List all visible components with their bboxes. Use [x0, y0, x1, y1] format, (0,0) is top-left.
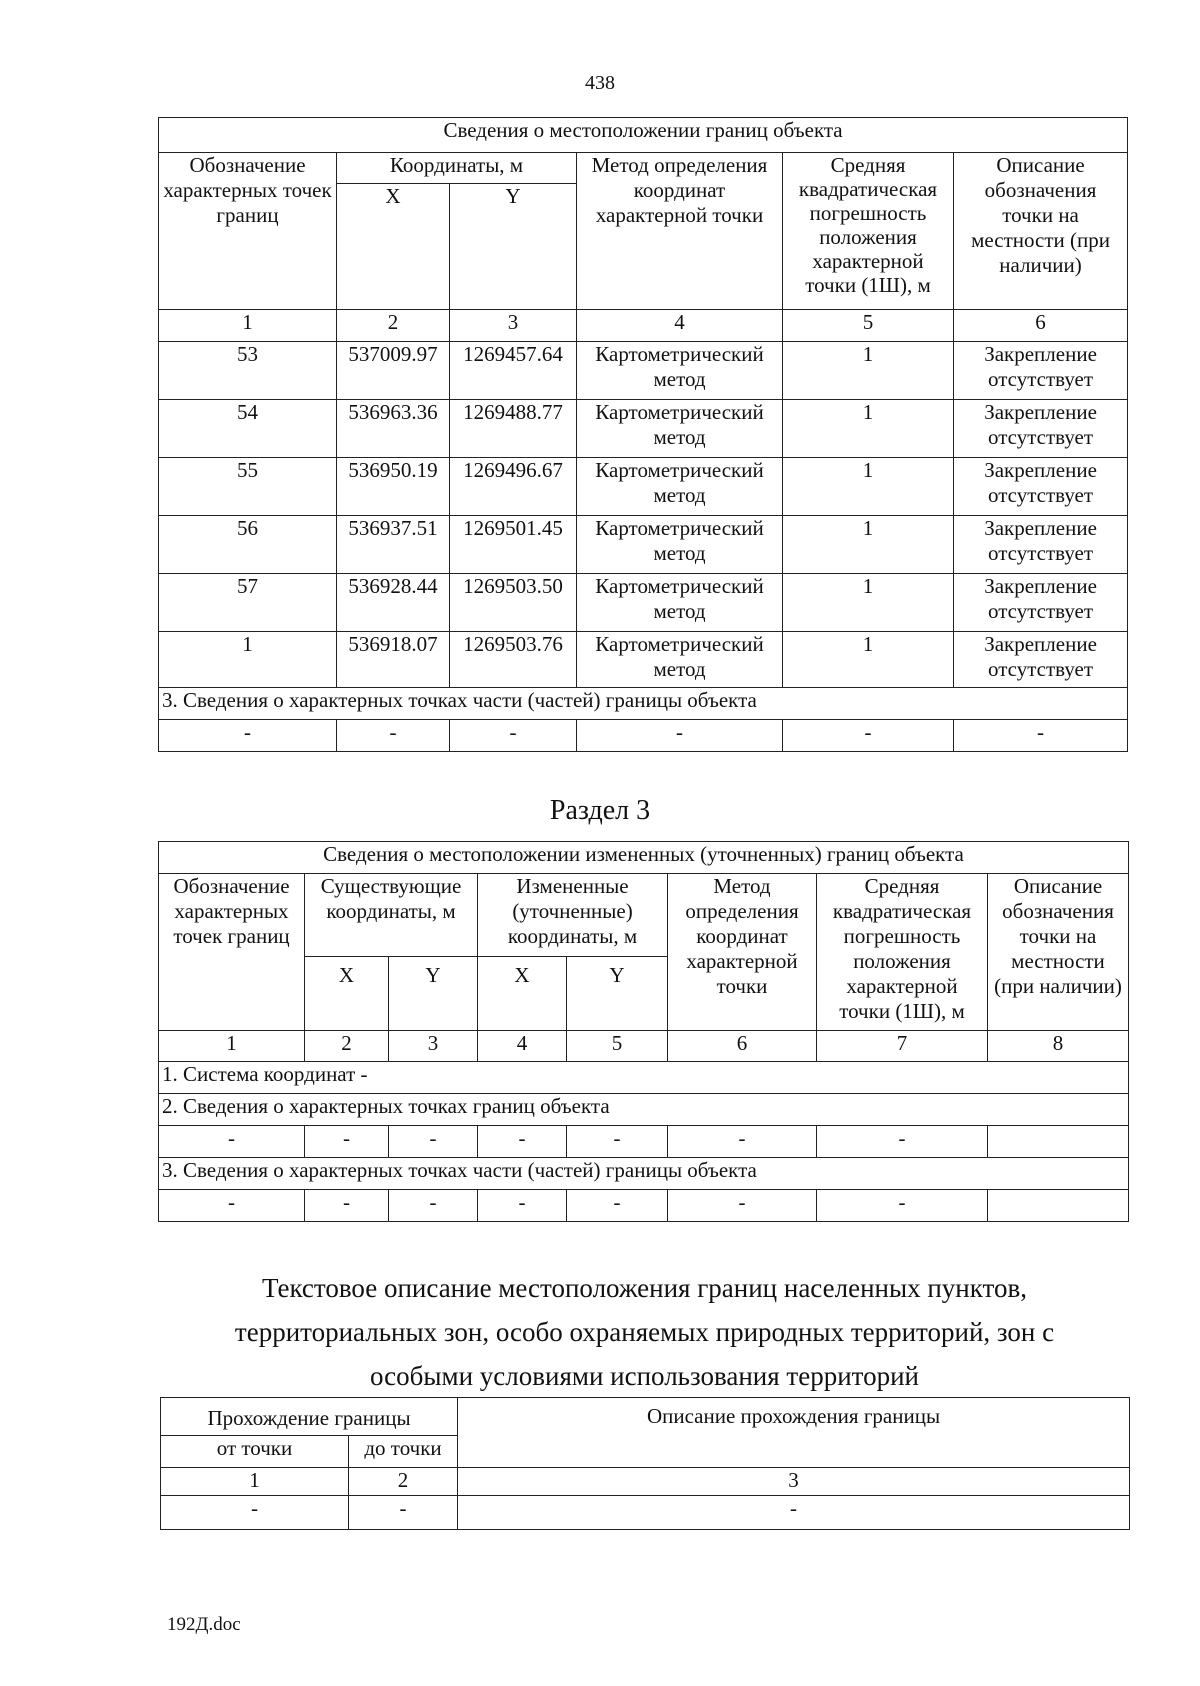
col-number: 4: [577, 310, 783, 342]
header-y: Y: [450, 184, 577, 310]
empty-cell: -: [159, 1126, 305, 1158]
header-x: X: [337, 184, 450, 310]
y-cell: 1269503.50: [450, 574, 577, 632]
empty-cell: -: [567, 1190, 668, 1222]
empty-cell: -: [478, 1126, 567, 1158]
header-x-changed: X: [478, 957, 567, 1031]
changed-boundary-table: [158, 841, 1129, 1222]
to-cell: -: [349, 1496, 458, 1530]
empty-cell: -: [954, 720, 1128, 752]
method-cell: Картометрический метод: [577, 400, 783, 458]
method-cell: Картометрический метод: [577, 342, 783, 400]
empty-cell: [988, 1190, 1129, 1222]
desc-cell: Закрепление отсутствует: [954, 342, 1128, 400]
subsection-heading: 1. Система координат -: [159, 1062, 1129, 1094]
header-passage: Прохождение границы: [161, 1398, 458, 1436]
header-from: от точки: [161, 1436, 349, 1468]
empty-cell: -: [159, 1190, 305, 1222]
empty-cell: -: [668, 1190, 817, 1222]
empty-cell: -: [817, 1126, 988, 1158]
header-description: Описание обозначения точки на местности (при наличии): [954, 153, 1128, 310]
y-cell: 1269496.67: [450, 458, 577, 516]
col-number: 3: [450, 310, 577, 342]
page-number: 438: [585, 72, 615, 94]
y-cell: 1269501.45: [450, 516, 577, 574]
header-x-existing: X: [305, 957, 389, 1031]
col-number: 1: [159, 310, 337, 342]
column-numbers-row: [159, 1031, 1129, 1062]
y-cell: 1269503.76: [450, 632, 577, 688]
empty-cell: -: [577, 720, 783, 752]
empty-cell: -: [159, 720, 337, 752]
header-error: Средняя квадратическая погрешность положения характерной точки (1Ш), м: [817, 874, 988, 1031]
boundary-passage-table: [160, 1397, 1130, 1530]
x-cell: 536918.07: [337, 632, 450, 688]
header-changed: Измененные (уточненные) координаты, м: [478, 874, 668, 957]
error-cell: 1: [783, 458, 954, 516]
header-method: Метод определения координат характерной точки: [668, 874, 817, 1031]
col-number: 5: [567, 1031, 668, 1062]
file-name-footer: 192Д.doc: [167, 1614, 241, 1635]
desc-cell: Закрепление отсутствует: [954, 458, 1128, 516]
col-number: 5: [783, 310, 954, 342]
empty-cell: -: [668, 1126, 817, 1158]
col-number: 2: [337, 310, 450, 342]
point-cell: 57: [159, 574, 337, 632]
point-cell: 56: [159, 516, 337, 574]
x-cell: 536950.19: [337, 458, 450, 516]
x-cell: 536937.51: [337, 516, 450, 574]
x-cell: 536963.36: [337, 400, 450, 458]
header-existing: Существующие координаты, м: [305, 874, 478, 957]
point-cell: 54: [159, 400, 337, 458]
x-cell: 536928.44: [337, 574, 450, 632]
method-cell: Картометрический метод: [577, 458, 783, 516]
header-y-changed: Y: [567, 957, 668, 1031]
y-cell: 1269488.77: [450, 400, 577, 458]
heading-line: особыми условиями использования территорий: [369, 1361, 920, 1391]
empty-row: [159, 1190, 1129, 1222]
from-cell: -: [161, 1496, 349, 1530]
header-points: Обозначение характерных точек границ: [159, 874, 305, 1031]
header-description: Описание прохождения границы: [458, 1398, 1130, 1468]
point-cell: 55: [159, 458, 337, 516]
empty-cell: -: [389, 1190, 478, 1222]
col-number: 7: [817, 1031, 988, 1062]
table-row: [159, 632, 1128, 688]
column-numbers-row: [159, 310, 1128, 342]
header-method: Метод определения координат характерной точки: [577, 153, 783, 310]
section-title: Раздел 3: [549, 795, 651, 826]
table-row: [159, 342, 1128, 400]
x-cell: 537009.97: [337, 342, 450, 400]
col-number: 2: [305, 1031, 389, 1062]
heading-line: территориальных зон, особо охраняемых природных территорий, зон с: [234, 1317, 1055, 1347]
empty-cell: -: [450, 720, 577, 752]
empty-cell: -: [817, 1190, 988, 1222]
method-cell: Картометрический метод: [577, 632, 783, 688]
subsection-heading: 2. Сведения о характерных точках границ объекта: [159, 1094, 1129, 1126]
empty-cell: -: [389, 1126, 478, 1158]
col-number: 6: [668, 1031, 817, 1062]
col-number: 2: [349, 1468, 458, 1496]
empty-cell: -: [478, 1190, 567, 1222]
col-number: 4: [478, 1031, 567, 1062]
table-title: Сведения о местоположении измененных (уточненных) границ объекта: [159, 842, 1129, 874]
table-title: Сведения о местоположении границ объекта: [159, 118, 1128, 153]
table-row: [159, 516, 1128, 574]
desc-cell: Закрепление отсутствует: [954, 400, 1128, 458]
col-number: 3: [458, 1468, 1130, 1496]
empty-cell: -: [305, 1190, 389, 1222]
boundary-location-table: [158, 117, 1128, 752]
empty-cell: [988, 1126, 1129, 1158]
empty-cell: -: [305, 1126, 389, 1158]
error-cell: 1: [783, 400, 954, 458]
text-description-heading: [160, 1266, 1129, 1398]
error-cell: 1: [783, 342, 954, 400]
col-number: 6: [954, 310, 1128, 342]
empty-cell: -: [337, 720, 450, 752]
table-row: [161, 1496, 1130, 1530]
desc-cell: Закрепление отсутствует: [954, 574, 1128, 632]
col-number: 8: [988, 1031, 1129, 1062]
error-cell: 1: [783, 632, 954, 688]
empty-cell: -: [783, 720, 954, 752]
empty-row: [159, 720, 1128, 752]
header-points: Обозначение характерных точек границ: [159, 153, 337, 310]
desc-cell: Закрепление отсутствует: [954, 516, 1128, 574]
column-numbers-row: [161, 1468, 1130, 1496]
method-cell: Картометрический метод: [577, 574, 783, 632]
col-number: 1: [161, 1468, 349, 1496]
subsection-heading: 3. Сведения о характерных точках части (частей) границы объекта: [159, 688, 1128, 720]
header-error: Средняя квадратическая погрешность положения характерной точки (1Ш), м: [783, 153, 954, 310]
table-row: [159, 574, 1128, 632]
point-cell: 1: [159, 632, 337, 688]
header-description: Описание обозначения точки на местности (при наличии): [988, 874, 1129, 1031]
col-number: 1: [159, 1031, 305, 1062]
header-to: до точки: [349, 1436, 458, 1468]
heading-line: Текстовое описание местоположения границ населенных пунктов,: [262, 1273, 1027, 1303]
method-cell: Картометрический метод: [577, 516, 783, 574]
error-cell: 1: [783, 574, 954, 632]
point-cell: 53: [159, 342, 337, 400]
description-cell: -: [458, 1496, 1130, 1530]
empty-cell: -: [567, 1126, 668, 1158]
y-cell: 1269457.64: [450, 342, 577, 400]
table-row: [159, 458, 1128, 516]
table-row: [159, 400, 1128, 458]
empty-row: [159, 1126, 1129, 1158]
header-y-existing: Y: [389, 957, 478, 1031]
subsection-heading: 3. Сведения о характерных точках части (частей) границы объекта: [159, 1158, 1129, 1190]
error-cell: 1: [783, 516, 954, 574]
header-coords: Координаты, м: [337, 153, 577, 184]
col-number: 3: [389, 1031, 478, 1062]
desc-cell: Закрепление отсутствует: [954, 632, 1128, 688]
